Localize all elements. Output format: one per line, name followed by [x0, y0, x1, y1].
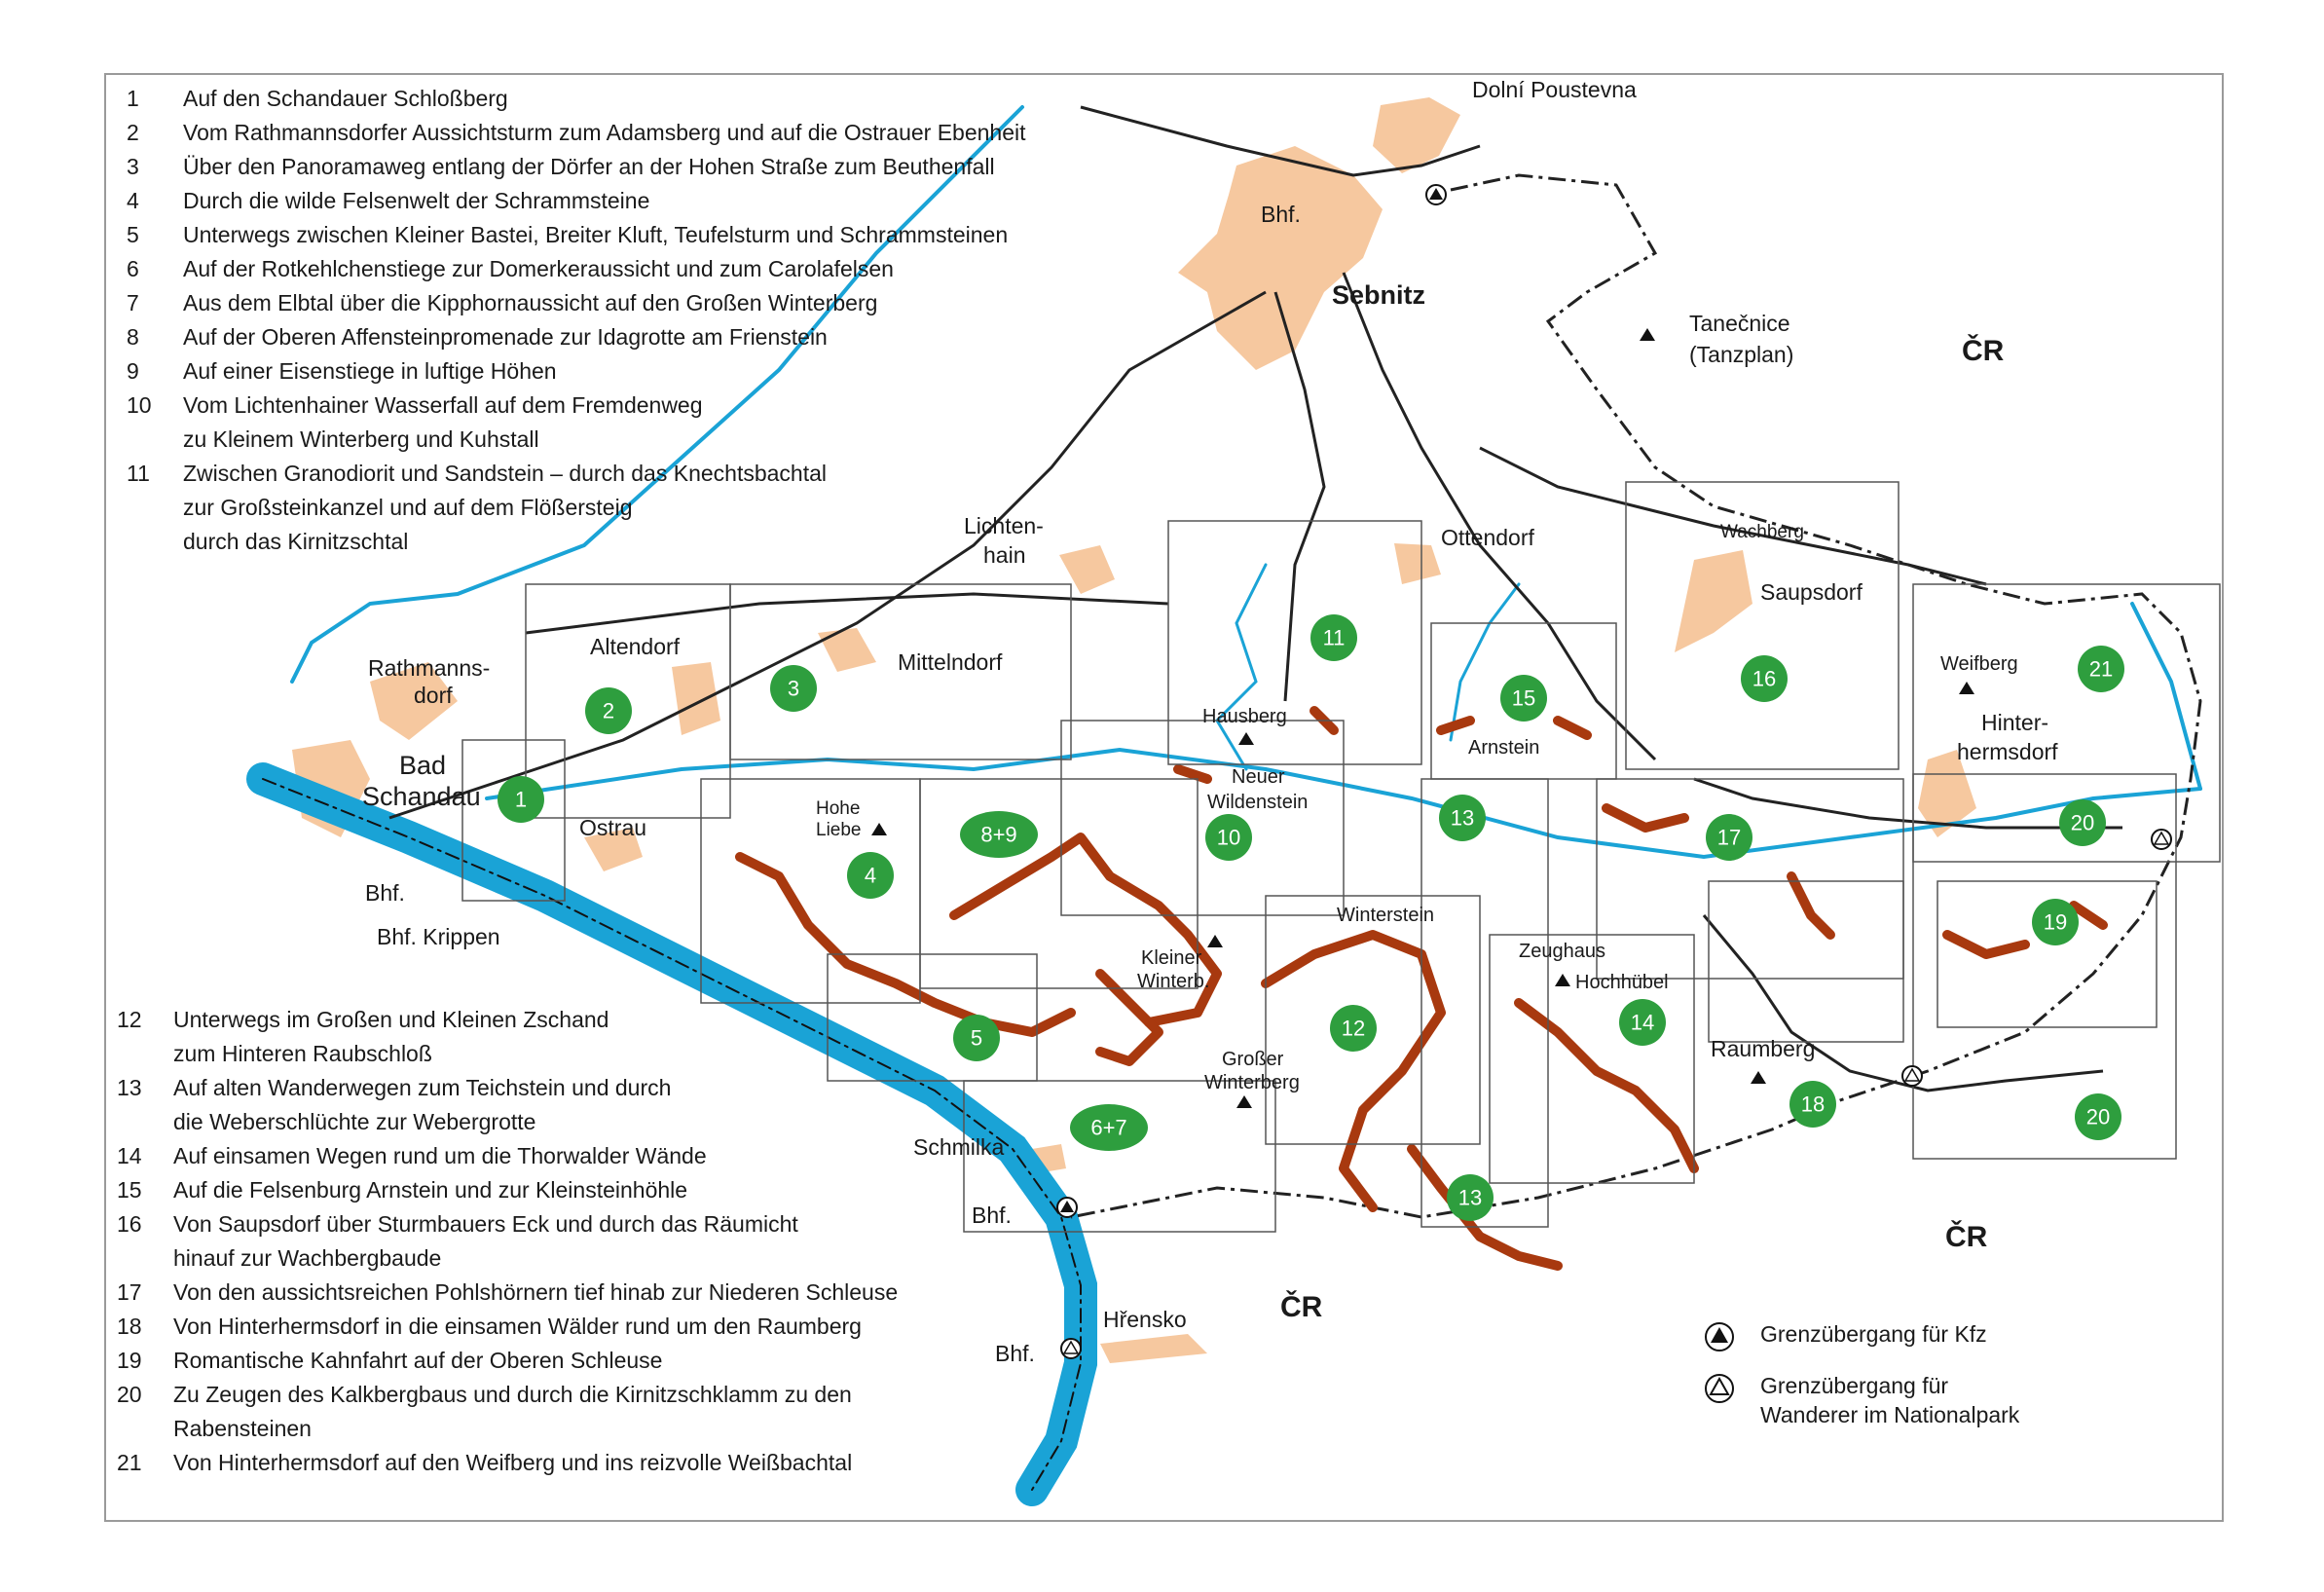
route-title: Von den aussichtsreichen Pohlshörnern tief hinab zur Niederen Schleuse — [173, 1279, 899, 1305]
svg-text:5: 5 — [970, 1025, 983, 1051]
route-number: 11 — [127, 461, 150, 486]
label-saupsdorf: Saupsdorf — [1760, 579, 1863, 605]
route-marker[interactable] — [2075, 1093, 2121, 1140]
label-bad-1: Bad — [399, 751, 447, 780]
route-title: Unterwegs zwischen Kleiner Bastei, Breiter Kluft, Teufelsturm und Schrammsteinen — [183, 222, 1009, 247]
knechtsbach-stream — [1217, 565, 1266, 769]
label-neuer-wildenstein-1: Neuer — [1232, 766, 1285, 788]
route-marker[interactable] — [2078, 646, 2124, 692]
svg-text:19: 19 — [2043, 909, 2068, 935]
route-number: 1 — [127, 86, 139, 111]
symbol-key-kfz — [1702, 1319, 2019, 1361]
peak-icon — [871, 823, 887, 835]
route-marker[interactable] — [1439, 795, 1486, 841]
route-marker[interactable] — [1310, 614, 1357, 661]
legend-row — [127, 82, 1026, 116]
peak-icon — [1207, 935, 1223, 947]
label-ostrau: Ostrau — [579, 815, 647, 840]
route-title: Auf einer Eisenstiege in luftige Höhen — [183, 358, 557, 384]
settlement-altendorf — [672, 662, 720, 735]
route-marker[interactable] — [1500, 675, 1547, 722]
route-number: 7 — [127, 290, 139, 315]
road-2 — [1344, 273, 1655, 759]
rock-oberen-schleuse — [1947, 906, 2103, 954]
label-rathmannsdorf-2: dorf — [414, 683, 453, 708]
label-bhf-krippen: Bhf. Krippen — [377, 924, 500, 949]
route-marker[interactable] — [1789, 1081, 1836, 1128]
label-wachberg: Wachberg — [1720, 522, 1804, 542]
route-number: 3 — [127, 154, 139, 179]
label-mittelndorf: Mittelndorf — [898, 649, 1003, 675]
route-title: Auf der Rotkehlchenstiege zur Domerkeraussicht und zum Carolafelsen — [183, 256, 894, 281]
route-number: 20 — [117, 1382, 142, 1407]
kirnitzsch-upper — [2132, 604, 2200, 789]
label-bhf-schandau: Bhf. — [365, 880, 405, 906]
label-hochhuebel: Hochhübel — [1575, 972, 1669, 993]
label-winterstein: Winterstein — [1337, 905, 1435, 926]
rock-thorwalder — [1519, 1003, 1694, 1168]
symbol-key-wanderer-label: Grenzübergang für Wanderer im Nationalpark — [1760, 1373, 2020, 1427]
route-title: Auf alten Wanderwegen zum Teichstein und durch die Weberschlüchte zur Webergrotte — [173, 1075, 672, 1134]
label-kleiner-winterb-2: Winterb. — [1137, 971, 1210, 992]
route-marker[interactable] — [585, 687, 632, 734]
route-number: 4 — [127, 188, 139, 213]
label-tanecnice: Tanečnice — [1689, 311, 1790, 336]
label-hohe-liebe-2: Liebe — [816, 820, 862, 840]
label-dolni-poustevna: Dolní Poustevna — [1472, 77, 1637, 102]
legend-row — [127, 457, 1026, 559]
route-marker[interactable] — [1741, 655, 1788, 702]
route-marker[interactable] — [1330, 1005, 1377, 1052]
route-number: 19 — [117, 1348, 142, 1373]
route-marker[interactable] — [498, 776, 544, 823]
route-title: Von Hinterhermsdorf auf den Weifberg und ins reizvolle Weißbachtal — [173, 1450, 853, 1475]
label-bad-2: Schandau — [362, 782, 481, 811]
legend-row — [127, 320, 1026, 354]
route-marker[interactable] — [1205, 814, 1252, 861]
label-rathmannsdorf-1: Rathmanns- — [368, 655, 491, 681]
settlement-sebnitz — [1178, 146, 1383, 370]
peak-icon — [1555, 974, 1570, 986]
svg-text:21: 21 — [2088, 656, 2114, 682]
svg-text:13: 13 — [1457, 1185, 1483, 1210]
legend-row — [127, 116, 1026, 150]
border-crossing-kfz-icon — [1057, 1198, 1077, 1217]
svg-text:1: 1 — [514, 787, 528, 812]
svg-text:3: 3 — [787, 676, 800, 701]
frame-route-11 — [1168, 521, 1421, 764]
svg-text:8+9: 8+9 — [980, 822, 1017, 847]
route-marker[interactable] — [953, 1015, 1000, 1061]
route-number: 17 — [117, 1279, 142, 1305]
legend-row — [127, 286, 1026, 320]
route-marker[interactable] — [847, 852, 894, 899]
route-number: 16 — [117, 1211, 142, 1237]
peak-icon — [1238, 732, 1254, 745]
rock-pohlshoerner — [1606, 808, 1684, 828]
label-bhf-schmilka: Bhf. — [972, 1203, 1012, 1228]
legend-row — [127, 218, 1026, 252]
route-number: 15 — [117, 1177, 142, 1203]
border-crossing-kfz-icon — [1426, 185, 1446, 204]
settlement-saupsdorf — [1675, 550, 1752, 652]
border-crossing-hiker-icon — [1902, 1066, 1922, 1086]
label-arnstein: Arnstein — [1468, 737, 1540, 759]
route-title: Auf der Oberen Affensteinpromenade zur Idagrotte am Frienstein — [183, 324, 828, 350]
route-title: Aus dem Elbtal über die Kipphornaussicht auf den Großen Winterberg — [183, 290, 878, 315]
legend-row — [117, 1003, 898, 1071]
route-number: 14 — [117, 1143, 142, 1168]
legend-row — [117, 1139, 898, 1173]
legend-row — [117, 1446, 898, 1480]
route-marker[interactable] — [1619, 999, 1666, 1046]
legend-row — [127, 252, 1026, 286]
route-legend-top — [127, 82, 1026, 559]
label-raumberg: Raumberg — [1711, 1036, 1816, 1061]
route-marker[interactable] — [2059, 799, 2106, 846]
label-lichtenhain-2: hain — [983, 542, 1026, 568]
settlement-lichtenhain — [1059, 545, 1115, 594]
ottendorf-stream — [1451, 584, 1519, 740]
svg-text:12: 12 — [1341, 1016, 1366, 1041]
settlement-dolni-poustevna — [1373, 97, 1460, 173]
route-number: 21 — [117, 1450, 142, 1475]
route-number: 2 — [127, 120, 139, 145]
legend-row — [127, 150, 1026, 184]
legend-row — [117, 1071, 898, 1139]
route-marker[interactable] — [1706, 814, 1752, 861]
rock-arnstein — [1441, 721, 1587, 735]
label-schmilka: Schmilka — [913, 1134, 1005, 1160]
route-marker[interactable] — [770, 665, 817, 712]
route-title: Auf die Felsenburg Arnstein und zur Kleinsteinhöhle — [173, 1177, 688, 1203]
route-marker[interactable] — [1447, 1174, 1494, 1221]
svg-text:16: 16 — [1752, 666, 1777, 691]
route-title: Über den Panoramaweg entlang der Dörfer an der Hohen Straße zum Beuthenfall — [183, 154, 995, 179]
route-number: 6 — [127, 256, 139, 281]
label-sebnitz: Sebnitz — [1332, 280, 1426, 310]
svg-text:20: 20 — [2070, 810, 2095, 835]
label-hinterhermsdorf-1: Hinter- — [1981, 710, 2049, 735]
route-title: Auf den Schandauer Schloßberg — [183, 86, 508, 111]
route-number: 12 — [117, 1007, 142, 1032]
frame-route-20 — [1913, 774, 2176, 1159]
route-number: 10 — [127, 392, 152, 418]
label-neuer-wildenstein-2: Wildenstein — [1207, 792, 1309, 813]
rock-affensteine — [954, 837, 1217, 1022]
route-marker[interactable] — [960, 811, 1038, 858]
legend-row — [117, 1207, 898, 1276]
label-hinterhermsdorf-2: hermsdorf — [1957, 739, 2058, 764]
legend-row — [127, 354, 1026, 389]
label-weifberg: Weifberg — [1940, 653, 2018, 675]
svg-text:14: 14 — [1630, 1010, 1655, 1035]
route-title: Von Saupsdorf über Sturmbauers Eck und durch das Räumicht hinauf zur Wachbergbaude — [173, 1211, 798, 1271]
route-number: 5 — [127, 222, 139, 247]
label-grosser-winterberg-1: Großer — [1222, 1049, 1284, 1070]
label-cr-southeast: ČR — [1945, 1221, 1988, 1253]
peak-icon — [1751, 1071, 1766, 1084]
route-title: Zu Zeugen des Kalkbergbaus und durch die Kirnitzschklamm zu den Rabensteinen — [173, 1382, 852, 1441]
label-tanzplan: (Tanzplan) — [1689, 342, 1794, 367]
route-title: Von Hinterhermsdorf in die einsamen Wälder rund um den Raumberg — [173, 1314, 862, 1339]
settlement-mittelndorf — [818, 628, 876, 672]
legend-row — [127, 184, 1026, 218]
symbol-key-wanderer — [1702, 1371, 2019, 1429]
label-ottendorf: Ottendorf — [1441, 525, 1534, 550]
svg-text:20: 20 — [2085, 1104, 2111, 1129]
border-crossing-hiker-icon — [2152, 830, 2171, 849]
label-altendorf: Altendorf — [590, 634, 681, 659]
route-title: Durch die wilde Felsenwelt der Schrammsteine — [183, 188, 650, 213]
rock-zschand — [1266, 935, 1441, 1207]
label-bhf-hrensko: Bhf. — [995, 1341, 1035, 1366]
svg-text:10: 10 — [1216, 825, 1241, 850]
peak-icon — [1959, 682, 1974, 694]
legend-row — [117, 1276, 898, 1310]
settlement-ottendorf — [1394, 543, 1441, 584]
route-title: Zwischen Granodiorit und Sandstein – durch das Knechtsbachtal zur Großsteinkanzel und auf dem Flößersteig durch das Kirnitzschtal — [183, 461, 828, 554]
label-hrensko: Hřensko — [1103, 1307, 1187, 1332]
label-kleiner-winterb-1: Kleiner — [1141, 947, 1202, 969]
route-title: Romantische Kahnfahrt auf der Oberen Schleuse — [173, 1348, 663, 1373]
legend-row — [117, 1173, 898, 1207]
legend-row — [117, 1378, 898, 1446]
road-7 — [1694, 779, 2122, 828]
route-title: Vom Rathmannsdorfer Aussichtsturm zum Adamsberg und auf die Ostrauer Ebenheit — [183, 120, 1026, 145]
svg-text:17: 17 — [1716, 825, 1742, 850]
route-number: 9 — [127, 358, 139, 384]
label-hohe-liebe-1: Hohe — [816, 798, 861, 819]
svg-text:13: 13 — [1450, 805, 1475, 831]
route-marker[interactable] — [2032, 899, 2079, 945]
svg-text:2: 2 — [602, 698, 615, 723]
svg-text:18: 18 — [1800, 1092, 1826, 1117]
symbol-key — [1702, 1319, 2019, 1439]
peak-icon — [1640, 328, 1655, 341]
label-cr-south: ČR — [1280, 1291, 1323, 1323]
label-cr-northeast: ČR — [1962, 335, 2005, 367]
route-title: Unterwegs im Großen und Kleinen Zschand zum Hinteren Raubschloß — [173, 1007, 609, 1066]
symbol-key-kfz-label: Grenzübergang für Kfz — [1760, 1321, 1987, 1347]
route-title: Auf einsamen Wegen rund um die Thorwalder Wände — [173, 1143, 707, 1168]
legend-row — [117, 1310, 898, 1344]
legend-row — [117, 1344, 898, 1378]
border-crossing-hiker-icon — [1702, 1371, 1760, 1413]
rock-kirnitzsch-east — [1791, 876, 1830, 935]
route-title: Vom Lichtenhainer Wasserfall auf dem Fremdenweg zu Kleinem Winterberg und Kuhstall — [183, 392, 703, 452]
peak-icon — [1236, 1095, 1252, 1108]
border-crossing-kfz-icon — [1702, 1319, 1760, 1361]
svg-text:11: 11 — [1322, 625, 1346, 650]
label-zeughaus: Zeughaus — [1519, 941, 1605, 962]
frame-route-10 — [1061, 721, 1344, 915]
label-hausberg: Hausberg — [1202, 706, 1287, 727]
route-marker[interactable] — [1070, 1104, 1148, 1151]
frame-route-17 — [1597, 779, 1903, 979]
route-number: 18 — [117, 1314, 142, 1339]
route-number: 8 — [127, 324, 139, 350]
svg-text:4: 4 — [864, 863, 877, 888]
label-bhf-sebnitz: Bhf. — [1261, 202, 1301, 227]
route-number: 13 — [117, 1075, 142, 1100]
route-legend-bottom — [117, 1003, 898, 1480]
svg-text:6+7: 6+7 — [1090, 1115, 1127, 1140]
svg-text:15: 15 — [1511, 685, 1536, 711]
label-lichtenhain-1: Lichten- — [964, 513, 1044, 538]
border-crossing-hiker-icon — [1061, 1339, 1081, 1358]
label-grosser-winterberg-2: Winterberg — [1204, 1072, 1300, 1093]
settlement-hrensko — [1100, 1334, 1207, 1363]
legend-row — [127, 389, 1026, 457]
